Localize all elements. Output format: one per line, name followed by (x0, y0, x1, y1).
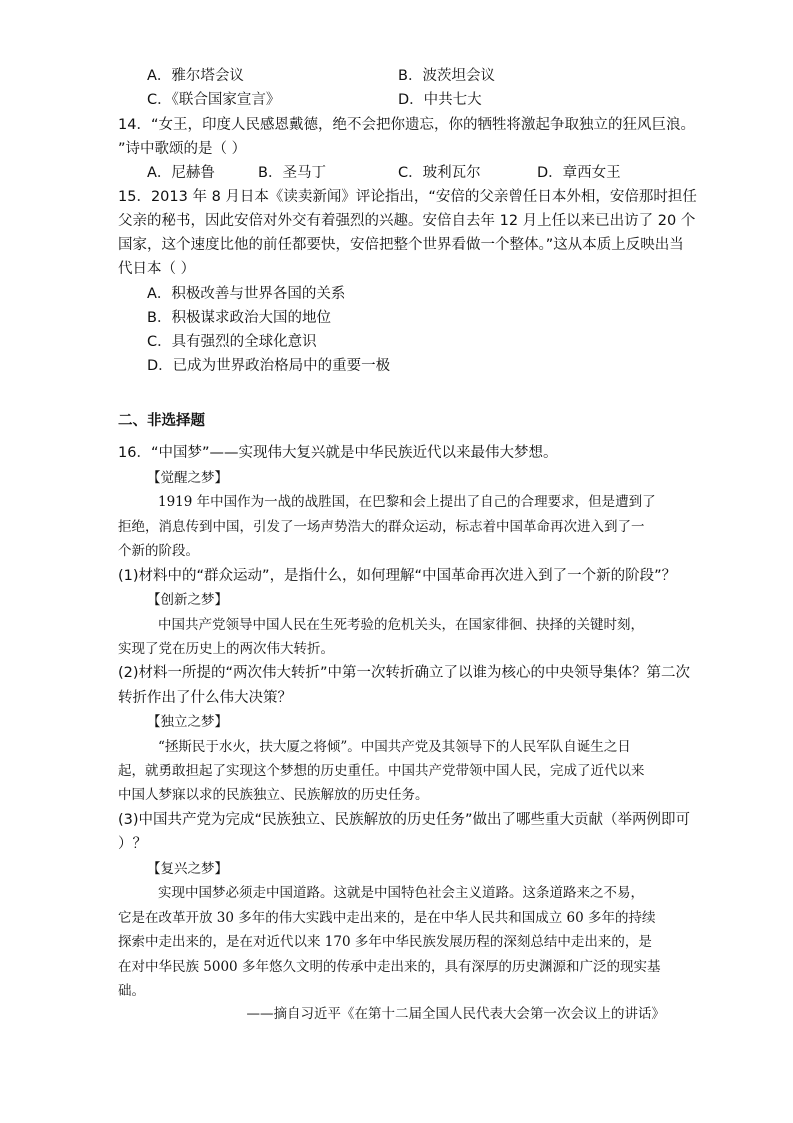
q16-part1-question: (1)材料中的“群众运动”，是指什么，如何理解“中国革命再次进入到了一个新的阶段”？ (118, 568, 677, 584)
q16-part3-tag: 【独立之梦】 (147, 714, 228, 730)
q16-part3-material-line1: “拯斯民于水火，扶大厦之将倾”。中国共产党及其领导下的人民军队自诞生之日 (158, 739, 631, 755)
q15-option-d: D．已成为世界政治格局中的重要一极 (147, 358, 391, 374)
q16-part4-material-line3: 探索中走出来的，是在对近代以来 170 多年中华民族发展历程的深刻总结中走出来的，是 (118, 934, 652, 950)
q16-part2-tag: 【创新之梦】 (147, 592, 228, 608)
q15-stem-line2: 父亲的秘书，因此安倍对外交有着强烈的兴趣。安倍自去年 12 月上任以来已出访了 20 个 (118, 213, 696, 229)
q16-part4-material-line2: 它是在改革开放 30 多年的伟大实践中走出来的，是在中华人民共和国成立 60 多年的持续 (118, 910, 656, 926)
q16-part2-material-line2: 实现了党在历史上的两次伟大转折。 (118, 641, 334, 657)
q15-option-b: B．积极谋求政治大国的地位 (147, 310, 331, 326)
q13-option-b: B．波茨坦会议 (398, 68, 495, 84)
q16-part3-material-line2: 起，就勇敢担起了实现这个梦想的历史重任。中国共产党带领中国人民，完成了近代以来 (118, 763, 645, 779)
q16-part4-material-line5: 础。 (118, 983, 145, 999)
q13-option-d: D．中共七大 (398, 92, 482, 108)
q16-stem: 16．“中国梦”——实现伟大复兴就是中华民族近代以来最伟大梦想。 (118, 445, 558, 461)
q16-part4-material-line4: 在对中华民族 5000 多年悠久文明的传承中走出来的，具有深厚的历史渊源和广泛的现实基 (118, 959, 661, 975)
q16-part3-material-line3: 中国人梦寐以求的民族独立、民族解放的历史任务。 (118, 787, 429, 803)
q15-stem-line3: 国家，这个速度比他的前任都要快，安倍把整个世界看做一个整体。”这从本质上反映出当 (118, 237, 684, 253)
q14-option-d: D．章西女王 (537, 165, 621, 181)
q16-part1-material-line2: 拒绝，消息传到中国，引发了一场声势浩大的群众运动，标志着中国革命再次进入到了一 (118, 519, 645, 535)
q14-option-a: A．尼赫鲁 (147, 165, 215, 181)
q15-stem-line1: 15．2013 年 8 月日本《读卖新闻》评论指出，“安倍的父亲曾任日本外相，安倍那时担任 (118, 189, 697, 205)
q16-part3-question-line2: ）？ (118, 836, 147, 852)
q16-part2-material-line1: 中国共产党领导中国人民在生死考验的危机关头，在国家徘徊、抉择的关键时刻， (158, 617, 644, 633)
q15-stem-line4: 代日本（ ） (118, 261, 196, 277)
q16-part4-tag: 【复兴之梦】 (147, 861, 228, 877)
q15-option-c: C．具有强烈的全球化意识 (147, 334, 317, 350)
q16-part1-tag: 【觉醒之梦】 (147, 470, 228, 486)
q16-part3-question-line1: (3)中国共产党为完成“民族独立、民族解放的历史任务”做出了哪些重大贡献（举两例即可 (118, 812, 691, 828)
q16-part2-question-line2: 转折作出了什么伟大决策？ (118, 690, 292, 706)
q15-option-a: A．积极改善与世界各国的关系 (147, 286, 346, 302)
q14-option-c: C．玻利瓦尔 (398, 165, 481, 181)
q14-stem-line2: ”诗中歌颂的是（ ） (118, 141, 247, 157)
q16-part4-material-line1: 实现中国梦必须走中国道路。这就是中国特色社会主义道路。这条道路来之不易， (158, 885, 644, 901)
q16-part4-source: ——摘自习近平《在第十二届全国人民代表大会第一次会议上的讲话》 (246, 1006, 665, 1022)
q16-part1-material-line1: 1919 年中国作为一战的战胜国，在巴黎和会上提出了自己的合理要求，但是遭到了 (158, 494, 656, 510)
q13-option-a: A．雅尔塔会议 (147, 68, 244, 84)
q16-part1-material-line3: 个新的阶段。 (118, 543, 199, 559)
q14-option-b: B．圣马丁 (258, 165, 326, 181)
q16-part2-question-line1: (2)材料一所提的“两次伟大转折”中第一次转折确立了以谁为核心的中央领导集体？第二次 (118, 665, 691, 681)
q13-option-c: C．《联合国家宣言》 (147, 92, 281, 108)
section-heading: 二、非选择题 (118, 413, 205, 429)
q14-stem-line1: 14．“女王，印度人民感恩戴德，绝不会把你遗忘，你的牺牲将激起争取独立的狂风巨浪。 (118, 117, 695, 133)
